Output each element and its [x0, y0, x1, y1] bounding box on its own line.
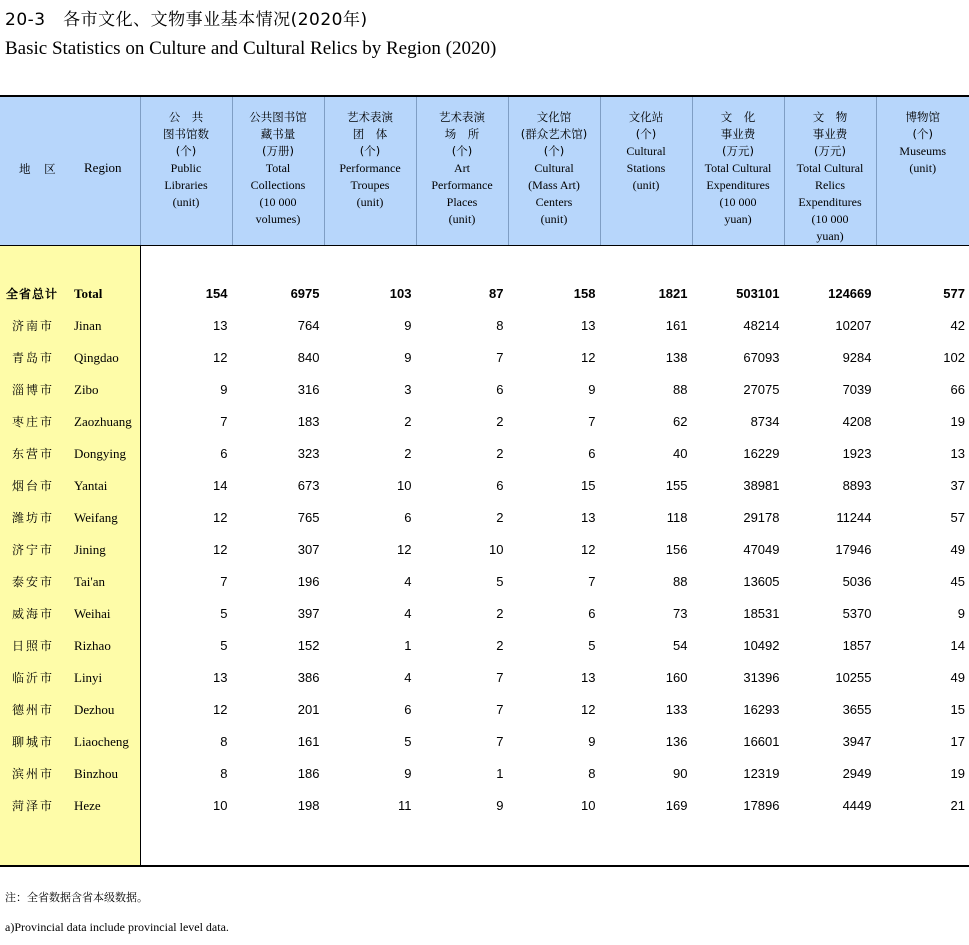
- table-row: [0, 341, 969, 373]
- cell-art-performance-places: 2: [416, 405, 508, 437]
- page-title-cn: 20-3 各市文化、文物事业基本情况(2020年): [5, 10, 368, 30]
- column-header-cn: 公 共 图书馆数 (个): [163, 110, 209, 158]
- cell-total-collections: 152: [232, 629, 324, 661]
- cell-total-collections: 183: [232, 405, 324, 437]
- cell-public-libraries: 5: [140, 629, 232, 661]
- cell-cultural-expenditures: 12319: [692, 757, 784, 789]
- cell-performance-troupes: 9: [324, 341, 416, 373]
- cell-relics-expenditures: 4449: [784, 789, 876, 821]
- region-cell: [0, 821, 140, 866]
- cell-museums: 102: [876, 341, 969, 373]
- region-name-en: Jining: [74, 541, 106, 557]
- cell-relics-expenditures: 10255: [784, 661, 876, 693]
- cell-relics-expenditures: 2949: [784, 757, 876, 789]
- cell-relics-expenditures: 3947: [784, 725, 876, 757]
- cell-cultural-centers: 158: [508, 277, 600, 309]
- column-header-en: Performance Troupes (unit): [339, 161, 401, 209]
- cell-cultural-centers: 9: [508, 725, 600, 757]
- cell-museums: 57: [876, 501, 969, 533]
- cell-museums: 15: [876, 693, 969, 725]
- cell-cultural-centers: 13: [508, 309, 600, 341]
- region-cell: [0, 277, 140, 309]
- region-name-cn: 菏泽市: [12, 798, 55, 813]
- cell-art-performance-places: 1: [416, 757, 508, 789]
- cell-cultural-centers: 13: [508, 501, 600, 533]
- region-name-cn: 淄博市: [12, 382, 55, 397]
- cell-performance-troupes: 6: [324, 501, 416, 533]
- cell-cultural-expenditures: 10492: [692, 629, 784, 661]
- cell-performance-troupes: 103: [324, 277, 416, 309]
- region-cell: [0, 373, 140, 405]
- cell-museums: 19: [876, 757, 969, 789]
- cell-public-libraries: 10: [140, 789, 232, 821]
- cell-cultural-stations: 160: [600, 661, 692, 693]
- cell-art-performance-places: 7: [416, 725, 508, 757]
- cell-total-collections: 765: [232, 501, 324, 533]
- cell-relics-expenditures: 4208: [784, 405, 876, 437]
- table-row: [0, 565, 969, 597]
- cell-cultural-centers: 12: [508, 693, 600, 725]
- table-row: [0, 629, 969, 661]
- column-header-en: Cultural (Mass Art) Centers (unit): [528, 161, 580, 226]
- region-name-en: Dongying: [74, 445, 126, 461]
- region-cell: [0, 725, 140, 757]
- column-header-en: Museums (unit): [899, 144, 947, 175]
- region-name-en: Jinan: [74, 317, 102, 333]
- region-cell: [0, 629, 140, 661]
- cell-cultural-expenditures: 27075: [692, 373, 784, 405]
- cell-art-performance-places: 9: [416, 789, 508, 821]
- region-name-cn: 德州市: [12, 702, 55, 717]
- table-row: [0, 373, 969, 405]
- cell-cultural-centers: 7: [508, 565, 600, 597]
- region-cell: [0, 501, 140, 533]
- region-name-cn: 泰安市: [12, 574, 55, 589]
- cell-cultural-expenditures: 38981: [692, 469, 784, 501]
- region-name-cn: 威海市: [12, 606, 55, 621]
- cell-cultural-stations: 88: [600, 565, 692, 597]
- cell-art-performance-places: 2: [416, 597, 508, 629]
- cell-total-collections: 186: [232, 757, 324, 789]
- cell-museums: 42: [876, 309, 969, 341]
- column-header-relics-expenditures: [784, 96, 876, 246]
- region-name-cn: 济宁市: [12, 542, 55, 557]
- region-name-cn: 临沂市: [12, 670, 55, 685]
- cell-cultural-expenditures: 16601: [692, 725, 784, 757]
- region-name-en: Zibo: [74, 381, 99, 397]
- cell-art-performance-places: 87: [416, 277, 508, 309]
- cell-cultural-stations: 40: [600, 437, 692, 469]
- region-name-en: Tai'an: [74, 573, 106, 589]
- cell-performance-troupes: 4: [324, 661, 416, 693]
- cell-cultural-stations: 156: [600, 533, 692, 565]
- region-cell: [0, 405, 140, 437]
- cell-public-libraries: 13: [140, 309, 232, 341]
- cell-museums: 13: [876, 437, 969, 469]
- cell-relics-expenditures: 10207: [784, 309, 876, 341]
- region-column-header: [0, 96, 140, 246]
- cell-art-performance-places: 7: [416, 661, 508, 693]
- cell-art-performance-places: 2: [416, 501, 508, 533]
- region-cell: [0, 757, 140, 789]
- column-header-performance-troupes: [324, 96, 416, 246]
- table-row: [0, 469, 969, 501]
- region-name-cn: 东营市: [12, 446, 55, 461]
- region-name-en: Zaozhuang: [74, 413, 132, 429]
- region-name-en: Linyi: [74, 669, 103, 685]
- column-header-cn: 文化站 (个): [628, 110, 664, 141]
- column-header-total-collections: [232, 96, 324, 246]
- cell-total-collections: 307: [232, 533, 324, 565]
- cell-art-performance-places: 7: [416, 693, 508, 725]
- cell-art-performance-places: 6: [416, 373, 508, 405]
- table-body: [0, 246, 969, 867]
- cell-performance-troupes: 3: [324, 373, 416, 405]
- cell-cultural-stations: 90: [600, 757, 692, 789]
- cell-art-performance-places: 2: [416, 629, 508, 661]
- cell-cultural-expenditures: 8734: [692, 405, 784, 437]
- table-row: [0, 725, 969, 757]
- region-cell: [0, 469, 140, 501]
- total-row: [0, 277, 969, 309]
- region-cell: [0, 693, 140, 725]
- cell-cultural-stations: 88: [600, 373, 692, 405]
- cell-art-performance-places: 7: [416, 341, 508, 373]
- region-header-cn: 地 区: [19, 162, 61, 176]
- region-name-en: Qingdao: [74, 349, 119, 365]
- cell-relics-expenditures: 8893: [784, 469, 876, 501]
- cell-cultural-stations: 133: [600, 693, 692, 725]
- cell-art-performance-places: 2: [416, 437, 508, 469]
- cell-cultural-centers: 12: [508, 341, 600, 373]
- region-cell: [0, 437, 140, 469]
- column-header-cn: 文化馆 (群众艺术馆) (个): [520, 110, 588, 158]
- cell-museums: 49: [876, 661, 969, 693]
- region-name-en: Heze: [74, 797, 101, 813]
- region-name-en: Yantai: [74, 477, 108, 493]
- table-row: [0, 501, 969, 533]
- column-header-cn: 公共图书馆 藏书量 (万册): [249, 110, 307, 158]
- column-header-cultural-expenditures: [692, 96, 784, 246]
- cell-cultural-centers: 13: [508, 661, 600, 693]
- spacer-row: [0, 821, 969, 866]
- cell-museums: 19: [876, 405, 969, 437]
- cell-cultural-stations: 62: [600, 405, 692, 437]
- cell-museums: 49: [876, 533, 969, 565]
- column-header-cn: 文 物 事业费 (万元): [812, 110, 848, 158]
- column-header-en: Cultural Stations (unit): [626, 144, 666, 192]
- cell-cultural-expenditures: 16293: [692, 693, 784, 725]
- region-cell: [0, 789, 140, 821]
- cell-cultural-stations: 54: [600, 629, 692, 661]
- cell-cultural-stations: 73: [600, 597, 692, 629]
- cell-museums: 66: [876, 373, 969, 405]
- cell-public-libraries: 12: [140, 341, 232, 373]
- cell-art-performance-places: 6: [416, 469, 508, 501]
- cell-performance-troupes: 9: [324, 757, 416, 789]
- cell-performance-troupes: 5: [324, 725, 416, 757]
- column-header-cn: 博物馆 (个): [905, 110, 940, 141]
- cell-cultural-expenditures: 18531: [692, 597, 784, 629]
- cell-cultural-stations: 155: [600, 469, 692, 501]
- column-header-en: Total Collections (10 000 volumes): [250, 161, 306, 226]
- cell-cultural-centers: 5: [508, 629, 600, 661]
- cell-total-collections: 316: [232, 373, 324, 405]
- cell-museums: 9: [876, 597, 969, 629]
- cell-public-libraries: 9: [140, 373, 232, 405]
- cell-public-libraries: 6: [140, 437, 232, 469]
- cell-art-performance-places: 10: [416, 533, 508, 565]
- cell-total-collections: 840: [232, 341, 324, 373]
- cell-relics-expenditures: 9284: [784, 341, 876, 373]
- footnote-en: a)Provincial data include provincial level data.: [5, 920, 229, 934]
- cell-museums: 21: [876, 789, 969, 821]
- region-name-en: Liaocheng: [74, 733, 129, 749]
- cell-relics-expenditures: 3655: [784, 693, 876, 725]
- spacer-row: [0, 246, 969, 278]
- cell-cultural-expenditures: 29178: [692, 501, 784, 533]
- region-cell: [0, 309, 140, 341]
- cell-art-performance-places: 5: [416, 565, 508, 597]
- table-row: [0, 789, 969, 821]
- region-cell: [0, 246, 140, 278]
- region-name-cn: 聊城市: [12, 734, 55, 749]
- column-header-en: Total Cultural Expenditures (10 000 yuan): [704, 161, 772, 226]
- cell-total-collections: 161: [232, 725, 324, 757]
- cell-cultural-centers: 9: [508, 373, 600, 405]
- cell-relics-expenditures: 1923: [784, 437, 876, 469]
- cell-relics-expenditures: 11244: [784, 501, 876, 533]
- column-header-cn: 艺术表演 团 体 (个): [347, 110, 393, 158]
- cell-performance-troupes: 1: [324, 629, 416, 661]
- column-header-en: Art Performance Places (unit): [431, 161, 493, 226]
- cell-cultural-centers: 6: [508, 437, 600, 469]
- cell-performance-troupes: 4: [324, 597, 416, 629]
- cell-relics-expenditures: 124669: [784, 277, 876, 309]
- region-name-cn: 全省总计: [6, 286, 59, 301]
- cell-cultural-stations: 136: [600, 725, 692, 757]
- cell-public-libraries: 13: [140, 661, 232, 693]
- cell-performance-troupes: 12: [324, 533, 416, 565]
- table-row: [0, 597, 969, 629]
- cell-cultural-stations: 1821: [600, 277, 692, 309]
- region-cell: [0, 341, 140, 373]
- cell-public-libraries: 8: [140, 757, 232, 789]
- cell-relics-expenditures: 5036: [784, 565, 876, 597]
- cell-cultural-centers: 7: [508, 405, 600, 437]
- column-header-museums: [876, 96, 969, 246]
- cell-total-collections: 397: [232, 597, 324, 629]
- region-name-en: Weifang: [74, 509, 118, 525]
- cell-public-libraries: 12: [140, 501, 232, 533]
- region-cell: [0, 533, 140, 565]
- cell-cultural-centers: 15: [508, 469, 600, 501]
- table-row: [0, 661, 969, 693]
- table-row: [0, 693, 969, 725]
- cell-cultural-expenditures: 503101: [692, 277, 784, 309]
- cell-performance-troupes: 10: [324, 469, 416, 501]
- cell-cultural-centers: 8: [508, 757, 600, 789]
- cell-relics-expenditures: 1857: [784, 629, 876, 661]
- cell-cultural-stations: 118: [600, 501, 692, 533]
- footnote-cn: 注：全省数据含省本级数据。: [5, 891, 148, 904]
- cell-cultural-expenditures: 17896: [692, 789, 784, 821]
- cell-cultural-expenditures: 31396: [692, 661, 784, 693]
- cell-museums: 37: [876, 469, 969, 501]
- table-row: [0, 533, 969, 565]
- cell-cultural-stations: 161: [600, 309, 692, 341]
- region-name-cn: 济南市: [12, 318, 55, 333]
- statistics-table: [0, 95, 969, 867]
- cell-performance-troupes: 11: [324, 789, 416, 821]
- region-name-cn: 日照市: [12, 638, 55, 653]
- cell-museums: 14: [876, 629, 969, 661]
- cell-performance-troupes: 4: [324, 565, 416, 597]
- region-name-cn: 潍坊市: [12, 510, 55, 525]
- column-header-cultural-centers: [508, 96, 600, 246]
- cell-museums: 577: [876, 277, 969, 309]
- cell-public-libraries: 12: [140, 533, 232, 565]
- cell-museums: 45: [876, 565, 969, 597]
- cell-performance-troupes: 2: [324, 405, 416, 437]
- column-header-en: Public Libraries (unit): [164, 161, 208, 209]
- cell-relics-expenditures: 17946: [784, 533, 876, 565]
- cell-performance-troupes: 9: [324, 309, 416, 341]
- cell-public-libraries: 8: [140, 725, 232, 757]
- table-row: [0, 405, 969, 437]
- cell-public-libraries: 154: [140, 277, 232, 309]
- cell-museums: 17: [876, 725, 969, 757]
- table-row: [0, 757, 969, 789]
- cell-cultural-centers: 6: [508, 597, 600, 629]
- region-name-en: Binzhou: [74, 765, 119, 781]
- cell-cultural-expenditures: 13605: [692, 565, 784, 597]
- table-row: [0, 309, 969, 341]
- region-name-en: Total: [74, 285, 103, 301]
- table-row: [0, 437, 969, 469]
- cell-performance-troupes: 6: [324, 693, 416, 725]
- cell-total-collections: 764: [232, 309, 324, 341]
- column-header-art-performance-places: [416, 96, 508, 246]
- cell-performance-troupes: 2: [324, 437, 416, 469]
- cell-public-libraries: 14: [140, 469, 232, 501]
- cell-total-collections: 386: [232, 661, 324, 693]
- cell-cultural-stations: 138: [600, 341, 692, 373]
- cell-total-collections: 198: [232, 789, 324, 821]
- region-cell: [0, 565, 140, 597]
- column-header-public-libraries: [140, 96, 232, 246]
- cell-total-collections: 201: [232, 693, 324, 725]
- column-header-cultural-stations: [600, 96, 692, 246]
- cell-cultural-expenditures: 48214: [692, 309, 784, 341]
- region-name-en: Rizhao: [74, 637, 111, 653]
- column-header-cn: 文 化 事业费 (万元): [720, 110, 756, 158]
- cell-public-libraries: 5: [140, 597, 232, 629]
- region-header-en: Region: [84, 160, 122, 175]
- cell-art-performance-places: 8: [416, 309, 508, 341]
- cell-total-collections: 673: [232, 469, 324, 501]
- region-name-en: Weihai: [74, 605, 111, 621]
- cell-cultural-stations: 169: [600, 789, 692, 821]
- cell-relics-expenditures: 7039: [784, 373, 876, 405]
- column-header-en: Total Cultural Relics Expenditures (10 000 yuan): [796, 161, 864, 243]
- cell-cultural-expenditures: 67093: [692, 341, 784, 373]
- cell-public-libraries: 12: [140, 693, 232, 725]
- cell-total-collections: 196: [232, 565, 324, 597]
- region-name-cn: 滨州市: [12, 766, 55, 781]
- cell-relics-expenditures: 5370: [784, 597, 876, 629]
- page-title-en: Basic Statistics on Culture and Cultural Relics by Region (2020): [5, 38, 497, 59]
- cell-cultural-expenditures: 16229: [692, 437, 784, 469]
- region-name-cn: 枣庄市: [12, 414, 55, 429]
- region-name-en: Dezhou: [74, 701, 115, 717]
- region-name-cn: 青岛市: [12, 350, 55, 365]
- cell-cultural-centers: 10: [508, 789, 600, 821]
- table-header-row: [0, 96, 969, 246]
- region-cell: [0, 597, 140, 629]
- cell-cultural-centers: 12: [508, 533, 600, 565]
- region-cell: [0, 661, 140, 693]
- cell-total-collections: 323: [232, 437, 324, 469]
- cell-public-libraries: 7: [140, 405, 232, 437]
- cell-cultural-expenditures: 47049: [692, 533, 784, 565]
- cell-public-libraries: 7: [140, 565, 232, 597]
- column-header-cn: 艺术表演 场 所 (个): [439, 110, 485, 158]
- cell-total-collections: 6975: [232, 277, 324, 309]
- region-name-cn: 烟台市: [12, 478, 55, 493]
